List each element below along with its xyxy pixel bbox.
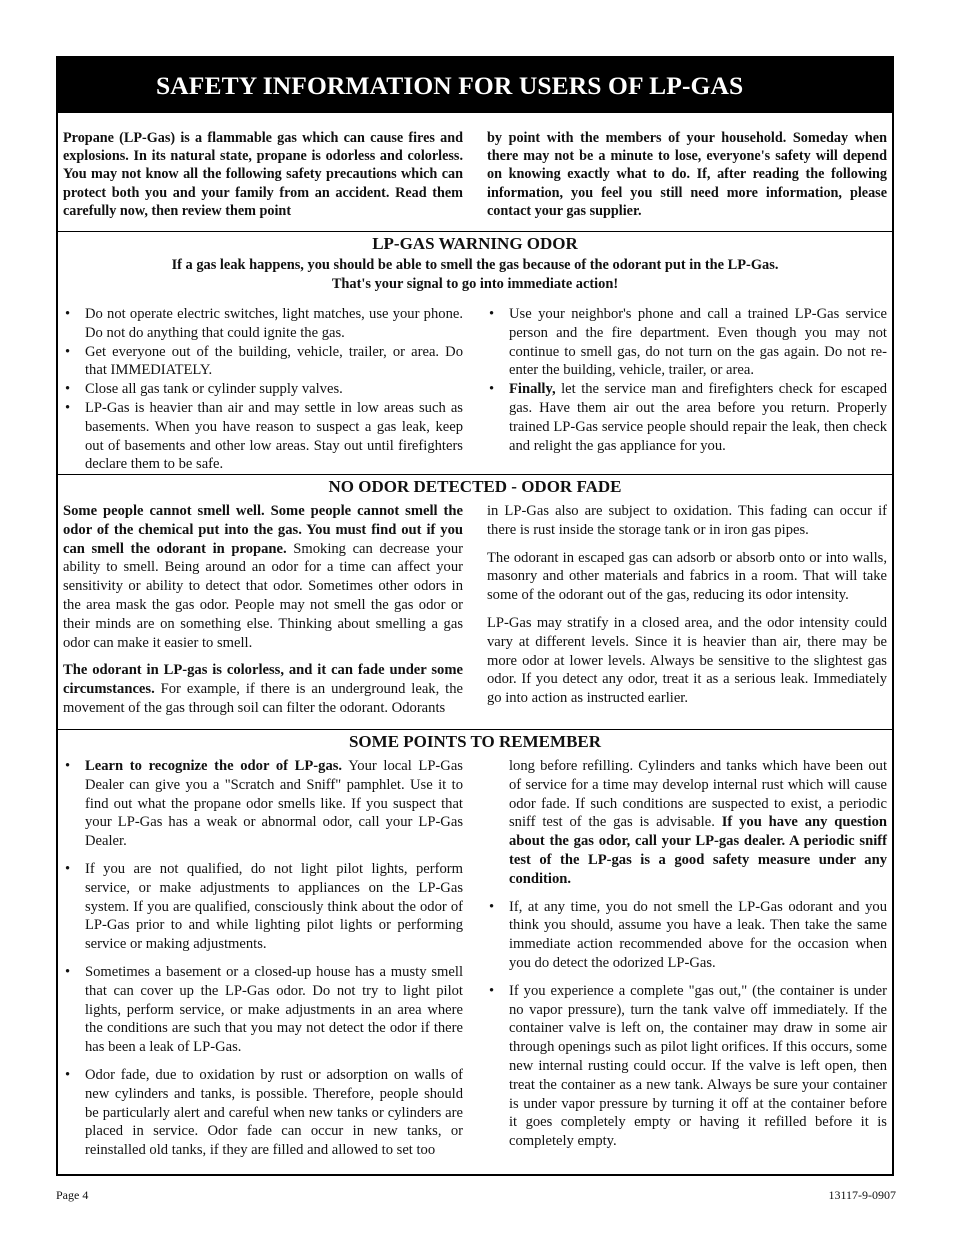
points-left-list — [63, 757, 463, 1160]
paragraph-text: For example, if there is an underground leak, the movement of the gas through soil can filter the odorant. Odorants — [63, 681, 463, 716]
paragraph: LP-Gas may stratify in a closed area, and the odor intensity could vary at different levels. Since it is heavier than air, there may be more odor at lower levels. Always be sensitive to the slightest gas odor. If you detect any odor, treat it as a serious leak. Immediately go into action as instructed earlier. — [487, 614, 887, 707]
divider — [58, 231, 892, 232]
section-title: NO ODOR DETECTED - ODOR FADE — [328, 477, 622, 496]
document-code: 13117-9-0907 — [828, 1188, 896, 1202]
title-bar — [58, 58, 892, 113]
list-text: let the service man and firefighters check for escaped gas. Have them air out the area before you return. Properly trained LP-Gas service people should repair the leak, then check and relight the gas appliance for you. — [509, 381, 887, 454]
list-item: • Close all gas tank or cylinder supply valves. — [63, 380, 463, 399]
page-title: SAFETY INFORMATION FOR USERS OF LP-GAS — [156, 70, 744, 100]
warning-subtitle: If a gas leak happens, you should be able to smell the gas because of the odorant put in the LP-Gas. — [171, 257, 779, 273]
paragraph: in LP-Gas also are subject to oxidation. This fading can occur if there is rust inside the storage tank or in iron gas pipes. — [487, 503, 887, 538]
list-item: • If, at any time, you do not smell the LP-Gas odorant and you think you should, assume you have a leak. Then take the same immediate action recommended above for the occasion when you do detect the odorized LP-Gas. — [487, 898, 887, 973]
bold-lead: Finally, — [509, 381, 556, 398]
intro-right: by point with the members of your household. Someday when there may not be a minute to lose, everyone's safety will depend on knowing exactly what to do. If, after reading the following information, you feel you still need more information, please contact your gas supplier. — [487, 130, 887, 219]
divider — [58, 729, 892, 730]
list-item: • Sometimes a basement or a closed-up house has a musty smell that can cover up the LP-Gas odor. Do not try to light pilot lights, perform service, or make adjustments in an area where the conditions are such that you may not detect the odor if there has been a leak of LP-Gas. — [63, 963, 463, 1057]
points-right-list — [487, 898, 887, 1151]
list-text: Your local LP-Gas Dealer can give you a "Scratch and Sniff" pamphlet. Use it to find out what the propane odor smells like. If you suspect that your LP-Gas has a weak or abnormal odor, call your LP-Gas Dealer. — [85, 758, 463, 850]
odor-fade-section — [58, 477, 892, 718]
bold-lead: The odorant in LP-gas is colorless, and it can fade under some circumstances. — [63, 662, 463, 698]
list-item: • LP-Gas is heavier than air and may settle in low areas such as basements. When you have reason to suspect a gas leak, keep out of basements and other low areas. Stay out until firefighters declare them to be safe. — [63, 399, 463, 474]
document-frame — [56, 56, 894, 1176]
section-title: LP-GAS WARNING ODOR — [372, 234, 578, 253]
warning-right-list — [487, 305, 887, 474]
paragraph-text: Smoking can decrease your ability to smell. Being around an odor for a time can affect your sensitivity or ability to detect that odor. Sometimes other odors in the area mask the gas odor. People may not smell the gas odor or their minds are on something else. Thinking about smelling a gas odor can make it easier to smell. — [63, 540, 463, 651]
list-item: • Odor fade, due to oxidation by rust or adsorption on walls of new cylinders and tanks, is possible. Therefore, people should be particularly alert and careful when new tanks or cylinders are placed in service. Odor fade can occur in new tanks, or reinstalled old tanks, if they are filled and allowed to set too — [63, 1066, 463, 1160]
list-item — [487, 380, 887, 455]
warning-left-list — [63, 305, 463, 474]
warning-subtitle: That's your signal to go into immediate action! — [331, 275, 619, 292]
page-number: Page 4 — [56, 1188, 89, 1202]
list-item: • Get everyone out of the building, vehicle, trailer, or area. Do that IMMEDIATELY. — [63, 343, 463, 381]
list-item: • If you experience a complete "gas out," (the container is under no vapor pressure), turn the tank valve off immediately. If the container valve is left on, the container may draw in some air through openings such as pilot light orifices. If this occurs, some new internal rusting could occur. If the valve is left open, then treat the container as a new tank. Always be sure your container is under vapor pressure by turning it off at the container before it goes completely empty or having it refilled before it is completely empty. — [487, 982, 887, 1151]
points-section — [58, 732, 892, 1160]
warning-section — [58, 234, 892, 474]
paragraph — [63, 661, 463, 717]
paragraph-text: long before refilling. Cylinders and tanks which have been out of service for a time may develop internal rust which will cause odor fade. If such conditions are suspected to exist, a periodic sniff test of the gas is advisable. — [509, 758, 887, 831]
bold-text: If you have any question about the gas odor, call your LP-gas dealer. A periodic sniff test of the LP-gas is a good safety measure under any condition. — [509, 814, 888, 887]
paragraph: The odorant in escaped gas can adsorb or absorb onto or into walls, masonry and other materials and fabrics in a room. That will take some of the odorant out of the gas, reducing its odor intensity. — [487, 549, 887, 604]
list-item — [63, 757, 463, 851]
intro-section — [58, 129, 892, 220]
divider — [58, 474, 892, 475]
continued-paragraph — [487, 757, 887, 889]
list-item: • Use your neighbor's phone and call a trained LP-Gas service person and the fire department. Even though you may not continue to smell gas, do not turn on the gas again. Do not re-enter the building, vehicle, trailer, or area. — [487, 305, 887, 380]
bold-lead: Some people cannot smell well. Some people cannot smell the odor of the chemical put into the gas. You must find out if you can smell the odorant in propane. — [63, 503, 463, 557]
intro-left: Propane (LP-Gas) is a flammable gas which can cause fires and explosions. In its natural state, propane is odorless and colorless. You may not know all the following safety precautions which can protect both you and your family from an accident. Read them carefully now, then review them point — [63, 130, 463, 219]
section-title: SOME POINTS TO REMEMBER — [348, 732, 602, 751]
list-item: • Do not operate electric switches, light matches, use your phone. Do not do anything that could ignite the gas. — [63, 305, 463, 343]
bold-lead: Learn to recognize the odor of LP-gas. — [85, 758, 343, 774]
paragraph — [63, 502, 463, 652]
list-item: • If you are not qualified, do not light pilot lights, perform service, or make adjustments to appliances on the LP-Gas system. If you are qualified, consciously think about the odor of LP-Gas prior to and while lighting pilot lights or performing service or making adjustments. — [63, 860, 463, 954]
